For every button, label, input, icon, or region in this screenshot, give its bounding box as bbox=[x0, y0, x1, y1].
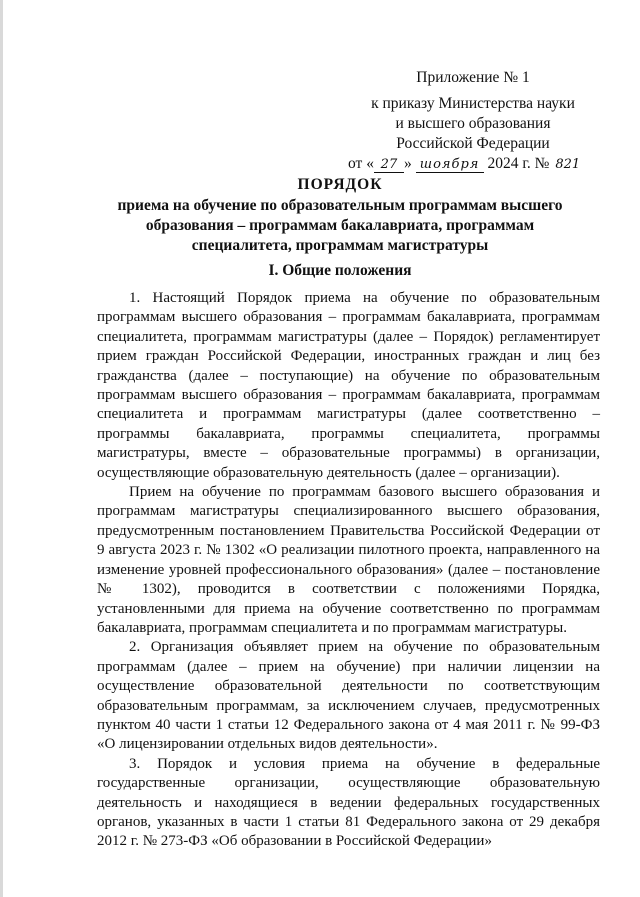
annex-block bbox=[342, 68, 604, 174]
order-date-line bbox=[342, 154, 604, 174]
date-mid: » bbox=[403, 155, 412, 172]
title-main: ПОРЯДОК bbox=[297, 176, 383, 193]
annex-line-1: к приказу Министерства науки bbox=[371, 95, 575, 112]
paragraph: 3. Порядок и условия приема на обучение в федеральные государственные организации, осуществляющие образовательную деятельность и находящиеся в ведении федеральных государственных органов, указанных в части 1 статьи 81 Федерального закона от 29 декабря 2012 г. № 273-ФЗ «Об образовании в Российской Федерации» bbox=[97, 755, 600, 850]
document-body bbox=[97, 289, 600, 852]
date-year: 2024 г. № bbox=[487, 155, 550, 172]
annex-line-2: и высшего образования bbox=[395, 115, 551, 132]
section-heading: I. Общие положения bbox=[268, 262, 412, 279]
annex-title: Приложение № 1 bbox=[416, 69, 530, 86]
scan-edge bbox=[0, 0, 3, 897]
title-subtitle: приема на обучение по образовательным программам высшего образования – программам бакалавриата, программам специалитета, программам магистратуры bbox=[117, 197, 563, 254]
paragraph: 2. Организация объявляет прием на обучение по образовательным программам (далее – прием на обучение) при наличии лицензии на осуществление образовательной деятельности по соответствующим образовательным программам, за исключением случаев, предусмотренных пунктом 40 части 1 статьи 12 Федерального закона от 4 мая 2011 г. № 99-ФЗ «О лицензировании отдельных видов деятельности». bbox=[97, 639, 600, 753]
document-title bbox=[110, 175, 570, 256]
paragraph: Прием на обучение по программам базового высшего образования и программам магистратуры специализированного высшего образования, предусмотренным постановлением Правительства Российской Федерации от 9 августа 2023 г. № 1302 «О реализации пилотного проекта, направленного на изменение уровней профессионального образования» (далее – постановление № 1302), проводится в соответствии с положениями Порядка, установленными для приема на обучение соответственно по программам бакалавриата, программам специалитета и по программам магистратуры. bbox=[97, 484, 600, 636]
handwritten-day: 27 bbox=[374, 158, 404, 173]
annex-line-3: Российской Федерации bbox=[396, 135, 550, 152]
handwritten-month: шоября bbox=[416, 158, 484, 173]
date-prefix: от « bbox=[348, 155, 374, 172]
handwritten-number: 821 bbox=[555, 157, 581, 172]
paragraph: 1. Настоящий Порядок приема на обучение по образовательным программам высшего образования – программам бакалавриата, программам специалитета, программам магистратуры (далее – Порядок) регламентирует прием граждан Российской Федерации, иностранных граждан и лиц без гражданства (далее – поступающие) на обучение по образовательным программам высшего образования – программам бакалавриата, программам специалитета и программам магистратуры (далее соответственно – программы бакалавриата, программы специалитета, программы магистратуры, вместе – образовательные программы) в организации, осуществляющие образовательную деятельность (далее – организации). bbox=[97, 290, 600, 481]
